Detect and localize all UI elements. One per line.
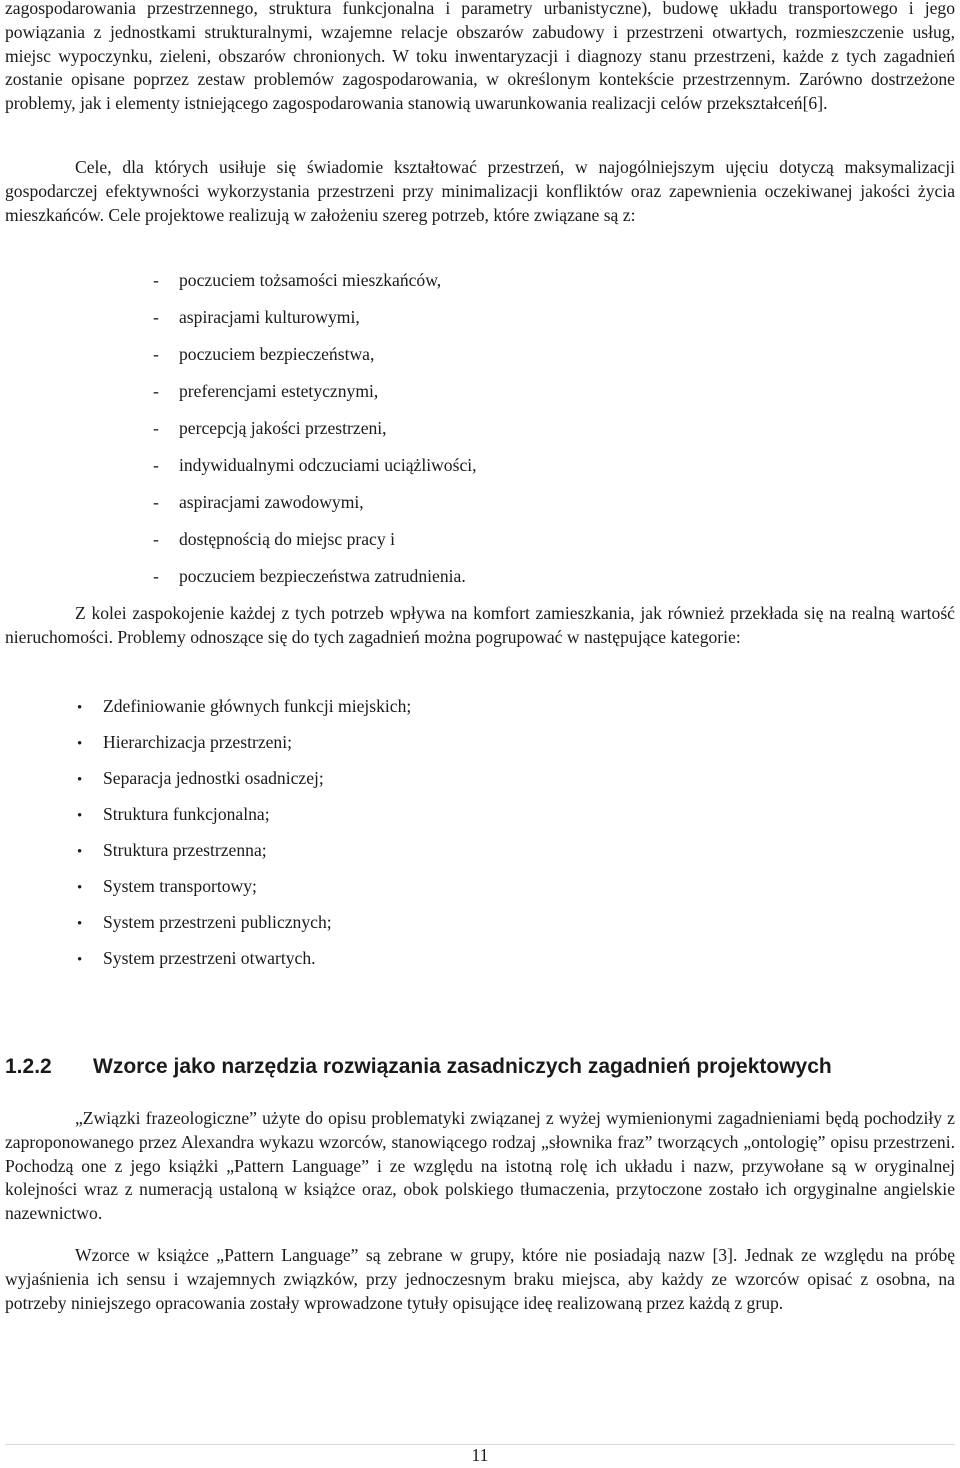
bullet-marker: • [77, 844, 83, 860]
dash-marker: - [153, 529, 159, 549]
list-item-text: percepcją jakości przestrzeni, [179, 418, 387, 438]
dash-marker: - [153, 418, 159, 438]
section-title: Wzorce jako narzędzia rozwiązania zasadniczych zagadnień projektowych [93, 1055, 832, 1078]
list-item [153, 379, 477, 416]
paragraph-categories-intro: Z kolei zaspokojenie każdej z tych potrzeb wpływa na komfort zamieszkania, jak również przekłada się na realną wartość nieruchomości. Problemy odnoszące się do tych zagadnień można pogrupować w następujące kategorie: [5, 603, 955, 647]
bullet-marker: • [77, 772, 83, 788]
list-item-text: System przestrzeni otwartych. [103, 948, 316, 968]
list-item [77, 910, 411, 946]
paragraph-phrases: „Związki frazeologiczne” użyte do opisu problematyki związanej z wyżej wymienionymi zagadnieniami będą pochodziły z zaproponowanego przez Alexandra wykazu wzorców, stanowiącego rodzaj „słownika fraz” tworzących „ontologię” opisu przestrzeni. Pochodzą one z jego książki „Pattern Language” i ze względu na istotną rolę ich układu i nazw, przywołane są w oryginalnej kolejności wraz z numeracją ustaloną w książce oraz, obok polskiego tłumaczenia, przytoczone zostało ich orgyginalne angielskie nazewnictwo. [5, 1108, 955, 1224]
list-item [77, 730, 411, 766]
list-item-text: System transportowy; [103, 876, 257, 896]
list-item-text: poczuciem bezpieczeństwa, [179, 344, 375, 364]
section-heading [5, 1054, 955, 1080]
list-item-text: poczuciem tożsamości mieszkańców, [179, 270, 442, 290]
list-item [153, 268, 477, 305]
list-item-text: Separacja jednostki osadniczej; [103, 768, 324, 788]
bullet-marker: • [77, 808, 83, 824]
bullet-marker: • [77, 880, 83, 896]
dash-marker: - [153, 270, 159, 290]
section-number: 1.2.2 [5, 1055, 52, 1078]
bullet-marker: • [77, 952, 83, 968]
list-item-text: Hierarchizacja przestrzeni; [103, 732, 293, 752]
needs-list [153, 268, 477, 601]
list-item [153, 416, 477, 453]
list-item-text: indywidualnymi odczuciami uciążliwości, [179, 455, 477, 475]
categories-list [77, 694, 411, 982]
list-item [153, 564, 477, 601]
bullet-marker: • [77, 700, 83, 716]
bullet-marker: • [77, 736, 83, 752]
dash-marker: - [153, 307, 159, 327]
list-item-text: Zdefiniowanie głównych funkcji miejskich; [103, 696, 412, 716]
paragraph-goals: Cele, dla których usiłuje się świadomie kształtować przestrzeń, w najogólniejszym ujęciu dotyczą maksymalizacji gospodarczej efektywności wykorzystania przestrzeni przy minimalizacji konfliktów oraz zapewnienia oczekiwanej jakości życia mieszkańców. Cele projektowe realizują w założeniu szereg potrzeb, które związane są z: [5, 157, 955, 225]
list-item-text: poczuciem bezpieczeństwa zatrudnienia. [179, 566, 466, 586]
list-item-text: Struktura przestrzenna; [103, 840, 267, 860]
dash-marker: - [153, 566, 159, 586]
paragraph-pattern-groups: Wzorce w książce „Pattern Language” są zebrane w grupy, które nie posiadają nazw [3]. Jednak ze względu na próbę wyjaśnienia ich sensu i wzajemnych związków, przy jednoczesnym braku miejsca, aby każdy ze wzorców opisać z osobna, na potrzeby niniejszego opracowania zostały wprowadzone tytuły opisujące ideę realizowaną przez każdą z grup. [5, 1245, 955, 1313]
dash-marker: - [153, 344, 159, 364]
list-item-text: Struktura funkcjonalna; [103, 804, 270, 824]
list-item-text: System przestrzeni publicznych; [103, 912, 332, 932]
list-item-text: aspiracjami kulturowymi, [179, 307, 360, 327]
list-item [77, 694, 411, 730]
list-item [77, 946, 411, 982]
list-item [153, 305, 477, 342]
list-item [77, 802, 411, 838]
list-item [153, 342, 477, 379]
page-number: 11 [471, 1445, 489, 1465]
list-item-text: preferencjami estetycznymi, [179, 381, 379, 401]
bullet-marker: • [77, 916, 83, 932]
list-item [153, 453, 477, 490]
dash-marker: - [153, 492, 159, 512]
list-item [77, 838, 411, 874]
list-item-text: dostępnością do miejsc pracy i [179, 529, 395, 549]
dash-marker: - [153, 381, 159, 401]
list-item [77, 874, 411, 910]
paragraph-intro-continued: zagospodarowania przestrzennego, struktura funkcjonalna i parametry urbanistyczne), budowę układu transportowego i jego powiązania z jednostkami strukturalnymi, wzajemne relacje obszarów zabudowy i przestrzeni otwartych, rozmieszczenie usług, miejsc wypoczynku, zieleni, obszarów chronionych. W toku inwentaryzacji i diagnozy stanu przestrzeni, każde z tych zagadnień zostanie opisane poprzez zestaw problemów zagospodarowania, w określonym kontekście przestrzennym. Zarówno dostrzeżone problemy, jak i elementy istniejącego zagospodarowania stanowią uwarunkowania realizacji celów przekształceń[6]. [5, 0, 955, 114]
list-item-text: aspiracjami zawodowymi, [179, 492, 364, 512]
list-item [153, 527, 477, 564]
list-item [77, 766, 411, 802]
dash-marker: - [153, 455, 159, 475]
list-item [153, 490, 477, 527]
